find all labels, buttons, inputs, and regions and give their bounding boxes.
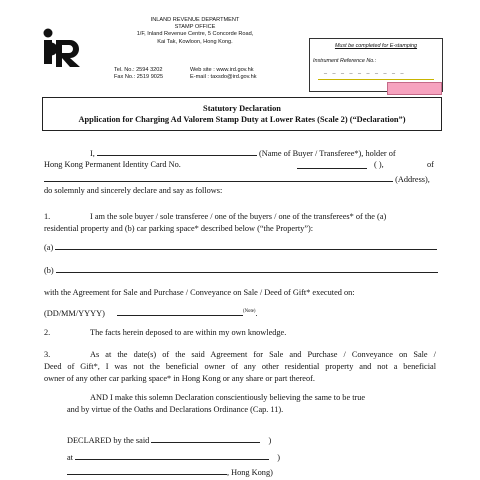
of-label: of — [427, 160, 434, 169]
declared-row — [67, 434, 271, 447]
pink-marker-box — [387, 82, 442, 95]
fax-number: Fax No.: 2519 9025 — [114, 74, 164, 81]
closing-line-2: and by virtue of the Oaths and Declarations Ordinance (Cap. 11). — [67, 405, 284, 414]
department-header — [100, 17, 290, 46]
address-line-2: Kai Tak, Kowloon, Hong Kong. — [157, 38, 233, 45]
hk-row — [67, 466, 273, 479]
para-3-line-3: owner of any other car parking space* in Hong Kong or any share or part thereof. — [44, 374, 315, 383]
declared-paren: ) — [268, 436, 272, 445]
declared-by-label: DECLARED by the said — [67, 436, 150, 445]
i-label: I, — [90, 149, 95, 158]
declared-location-field[interactable] — [67, 466, 227, 475]
office-name: STAMP OFFICE — [174, 24, 216, 31]
date-field[interactable] — [117, 307, 243, 316]
buyer-name-field[interactable] — [97, 147, 257, 156]
date-period: . — [255, 309, 258, 318]
address-line-1: 1/F, Inland Revenue Centre, 5 Concorde Road, — [136, 31, 254, 38]
website: Web site : www.ird.gov.hk — [190, 67, 254, 73]
closing-line-1: AND I make this solemn Declaration conscientiously believing the same to be true — [90, 393, 366, 402]
property-a-label: (a) — [44, 243, 54, 252]
property-b-field[interactable] — [56, 264, 438, 273]
instrument-reference-field[interactable]: _ _ _ _ _ _ _ _ _ _ — [324, 69, 406, 75]
form-subtitle: Application for Charging Ad Valorem Stamp Duty at Lower Rates (Scale 2) (“Declaration”) — [78, 115, 406, 124]
hong-kong-label: , Hong Kong) — [227, 468, 273, 477]
ird-logo-icon — [42, 27, 84, 69]
para-1-line-2: residential property and (b) car parking space* described below (“the Property”): — [44, 224, 314, 233]
property-b-label: (b) — [44, 266, 54, 275]
para-1-number: 1. — [44, 212, 51, 221]
date-row — [44, 307, 258, 320]
para-1-line-1: I am the sole buyer / sole transferee / one of the buyers / one of the transferees* of the (a) — [90, 212, 387, 221]
property-a-field[interactable] — [55, 241, 437, 250]
hkid-label: Hong Kong Permanent Identity Card No. — [44, 160, 181, 169]
solemnly-declare: do solemnly and sincerely declare and say as follows: — [44, 186, 223, 195]
hkid-field-wrap — [297, 160, 367, 173]
instrument-reference-label: Instrument Reference No.: — [313, 58, 377, 64]
buyer-name-label: (Name of Buyer / Transferee*), holder of — [259, 149, 396, 158]
property-b-row — [44, 264, 438, 277]
title-box — [42, 97, 442, 131]
intro-line-2 — [44, 160, 181, 171]
address-label: (Address), — [395, 175, 430, 184]
at-row — [67, 451, 280, 464]
form-title: Statutory Declaration — [203, 104, 281, 113]
tel-number: Tel. No.: 2594 3202 — [114, 67, 163, 73]
hkid-check-digit[interactable] — [374, 160, 384, 171]
check-digit-paren: ( ), — [374, 160, 384, 169]
intro-line-1 — [90, 147, 396, 160]
para-3-number: 3. — [44, 350, 51, 359]
declarant-name-field[interactable] — [151, 434, 260, 443]
property-a-row — [44, 241, 437, 254]
at-paren: ) — [277, 453, 280, 462]
at-label: at — [67, 453, 73, 462]
declared-place-field[interactable] — [75, 451, 269, 460]
para-2-text: The facts herein deposed to are within my own knowledge. — [90, 328, 287, 337]
intro-line-3 — [44, 173, 430, 186]
department-name: INLAND REVENUE DEPARTMENT — [150, 17, 240, 23]
address-field[interactable] — [44, 173, 393, 182]
para-3-line-1: As at the date(s) of the said Agreement for Sale and Purchase / Conveyance on Sale / — [90, 350, 436, 359]
email: E-mail : taxsdo@ird.gov.hk — [190, 74, 257, 81]
reference-underline — [318, 79, 434, 80]
date-label: (DD/MM/YYYY) — [44, 309, 105, 318]
para-2-number: 2. — [44, 328, 51, 337]
note-marker: (Note) — [243, 309, 256, 315]
agreement-text: with the Agreement for Sale and Purchase / Conveyance on Sale / Deed of Gift* executed on: — [44, 288, 355, 297]
estamping-note: Must be completed for E-stamping — [334, 43, 418, 49]
para-3-line-2: Deed of Gift*, I was not the beneficial owner of any other residential property and not a beneficial — [44, 362, 436, 371]
contact-info — [114, 67, 304, 82]
hkid-field[interactable] — [297, 160, 367, 169]
